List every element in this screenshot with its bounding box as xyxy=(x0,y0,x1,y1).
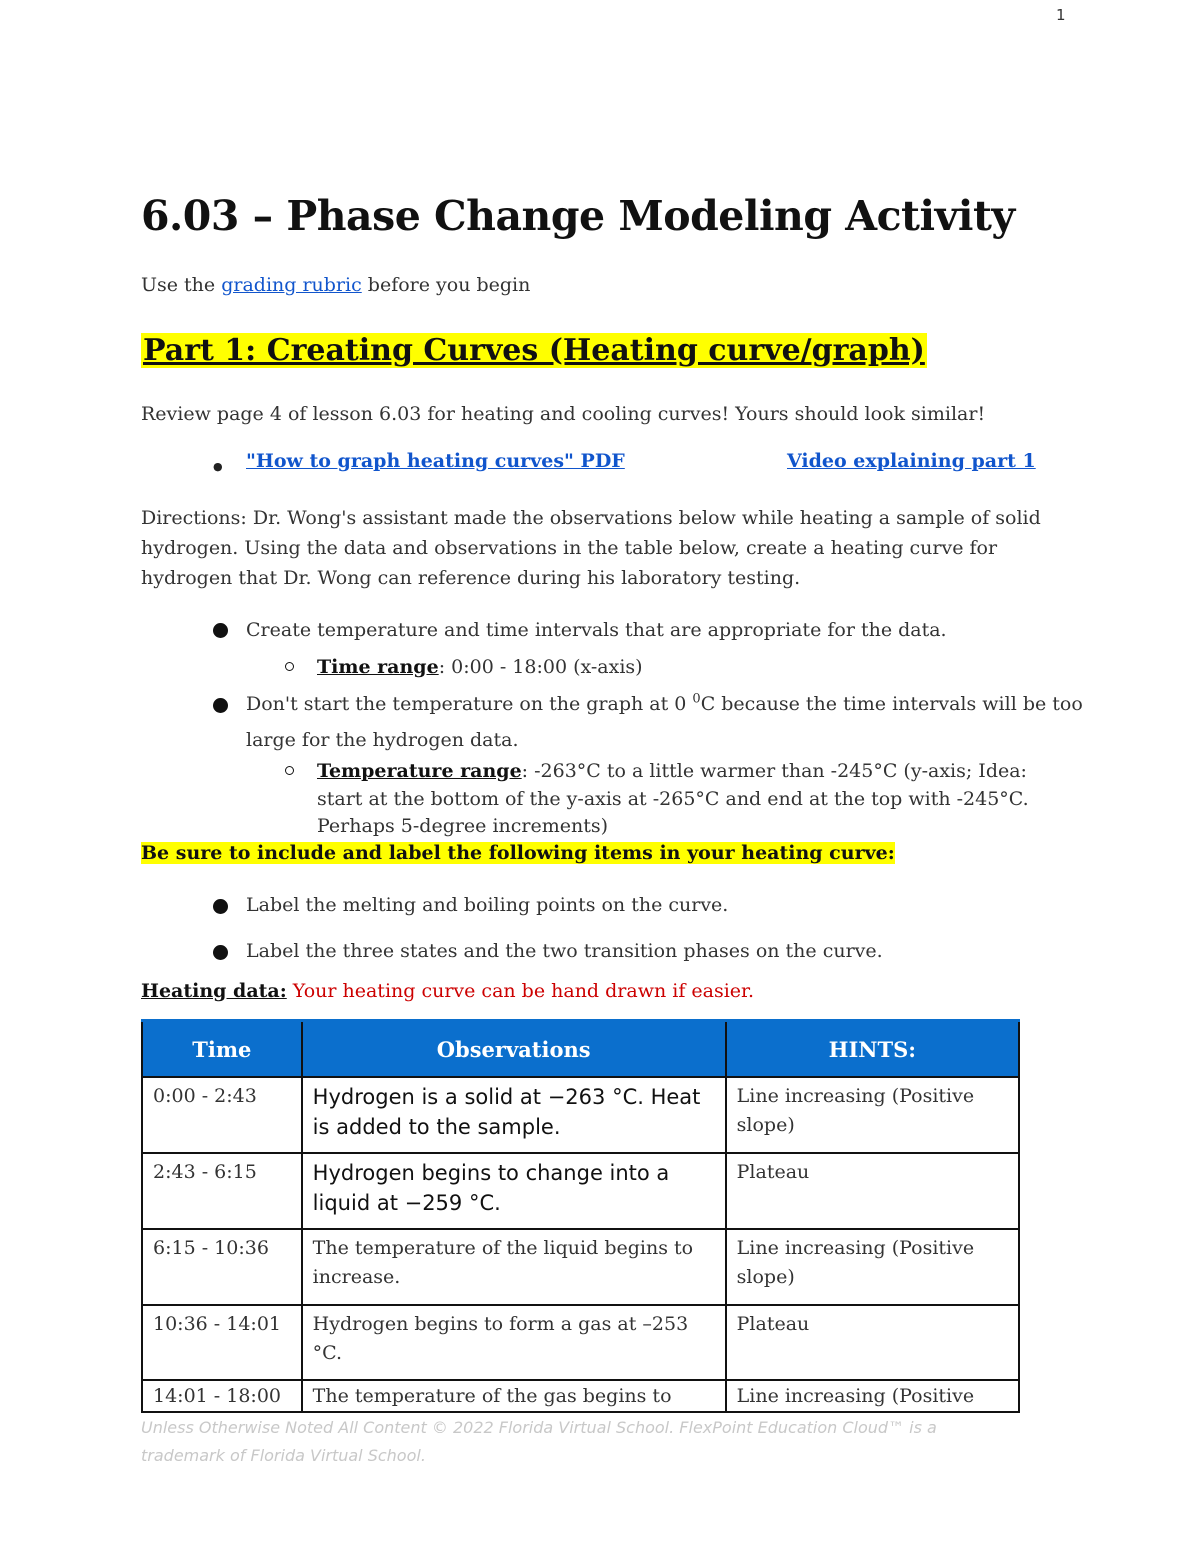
heating-data-table xyxy=(141,1019,1020,1413)
heating-data-note: Your heating curve can be hand drawn if easier. xyxy=(286,980,755,1002)
video-link[interactable]: Video explaining part 1 xyxy=(787,450,1036,472)
temp-range-line-2: start at the bottom of the y-axis at -265°C and end at the top with -245°C. xyxy=(317,788,1029,810)
footer-line-1: Unless Otherwise Noted All Content © 2022 Florida Virtual School. FlexPoint Education Cloud™ is a xyxy=(141,1418,937,1437)
cell-time: 10:36 - 14:01 xyxy=(142,1305,302,1380)
cell-observation: Hydrogen begins to form a gas at –253 °C. xyxy=(302,1305,726,1380)
part1-heading: Part 1: Creating Curves (Heating curve/graph) xyxy=(143,333,925,368)
temp-range-line-3: Perhaps 5-degree increments) xyxy=(317,815,609,837)
table-row xyxy=(142,1153,1019,1229)
header-observations: Observations xyxy=(302,1021,726,1078)
temp-range-line-1 xyxy=(317,756,1027,786)
include-heading: Be sure to include and label the following items in your heating curve: xyxy=(141,842,895,864)
footer-copyright xyxy=(141,1414,1021,1470)
header-time: Time xyxy=(142,1021,302,1078)
directions-line-2: hydrogen. Using the data and observations in the table below, create a heating curve for xyxy=(141,537,998,559)
grading-rubric-link[interactable]: grading rubric xyxy=(221,274,362,296)
cell-time: 0:00 - 2:43 xyxy=(142,1077,302,1153)
table-row xyxy=(142,1305,1019,1380)
heating-data-line xyxy=(141,976,754,1006)
cell-observation: Hydrogen is a solid at −263 °C. Heat is added to the sample. xyxy=(302,1077,726,1153)
dont-start-line-2: large for the hydrogen data. xyxy=(246,729,519,751)
dont-start-text-b: C because the time intervals will be too xyxy=(700,693,1083,715)
page-number: 1 xyxy=(1056,6,1066,24)
cell-time: 14:01 - 18:00 xyxy=(142,1380,302,1412)
cell-hint: Line increasing (Positive xyxy=(726,1380,1019,1412)
cell-observation: The temperature of the gas begins to xyxy=(302,1380,726,1412)
table-header-row xyxy=(142,1021,1019,1078)
table-row xyxy=(142,1229,1019,1305)
sub-bullet-icon xyxy=(283,660,296,673)
cell-time: 6:15 - 10:36 xyxy=(142,1229,302,1305)
bullet-icon xyxy=(213,623,228,638)
header-hints: HINTS: xyxy=(726,1021,1019,1078)
cell-hint: Line increasing (Positive slope) xyxy=(726,1229,1019,1305)
degree-superscript: 0 xyxy=(692,691,701,707)
intro-before: Use the xyxy=(141,274,222,296)
bullet-icon xyxy=(213,698,228,713)
bullet-intervals: Create temperature and time intervals that are appropriate for the data. xyxy=(246,619,947,641)
bullet-icon xyxy=(213,945,228,960)
bullet-icon xyxy=(213,899,228,914)
dont-start-line-1 xyxy=(246,689,1083,719)
intro-after: before you begin xyxy=(361,274,531,296)
temp-range-text-1: : -263°C to a little warmer than -245°C (y-axis; Idea: xyxy=(521,760,1027,782)
page-title: 6.03 – Phase Change Modeling Activity xyxy=(141,192,1015,240)
cell-hint: Plateau xyxy=(726,1305,1019,1380)
label-item-2: Label the three states and the two transition phases on the curve. xyxy=(246,940,883,962)
review-text: Review page 4 of lesson 6.03 for heating and cooling curves! Yours should look similar! xyxy=(141,403,986,425)
table-row xyxy=(142,1077,1019,1153)
cell-observation: The temperature of the liquid begins to increase. xyxy=(302,1229,726,1305)
heating-data-label: Heating data: xyxy=(141,980,287,1002)
bullet-dot-icon: ● xyxy=(213,460,223,473)
video-link-line xyxy=(787,446,1036,476)
sub-bullet-icon xyxy=(283,764,296,777)
pdf-link-line xyxy=(246,446,625,476)
time-range-line xyxy=(317,652,643,682)
footer-line-2: trademark of Florida Virtual School. xyxy=(141,1446,426,1465)
temp-range-label: Temperature range xyxy=(317,760,522,782)
directions-line-1: Directions: Dr. Wong's assistant made the observations below while heating a sample of solid xyxy=(141,507,1041,529)
directions-line-3: hydrogen that Dr. Wong can reference during his laboratory testing. xyxy=(141,567,801,589)
intro-line xyxy=(141,270,530,300)
dont-start-text-a: Don't start the temperature on the graph at 0 xyxy=(246,693,693,715)
label-item-1: Label the melting and boiling points on the curve. xyxy=(246,894,729,916)
cell-hint: Plateau xyxy=(726,1153,1019,1229)
pdf-link[interactable]: "How to graph heating curves" PDF xyxy=(246,450,625,472)
time-range-label: Time range xyxy=(317,656,439,678)
time-range-value: : 0:00 - 18:00 (x-axis) xyxy=(438,656,643,678)
table-row xyxy=(142,1380,1019,1412)
include-heading-line xyxy=(141,838,895,868)
cell-observation: Hydrogen begins to change into a liquid at −259 °C. xyxy=(302,1153,726,1229)
cell-hint: Line increasing (Positive slope) xyxy=(726,1077,1019,1153)
cell-time: 2:43 - 6:15 xyxy=(142,1153,302,1229)
